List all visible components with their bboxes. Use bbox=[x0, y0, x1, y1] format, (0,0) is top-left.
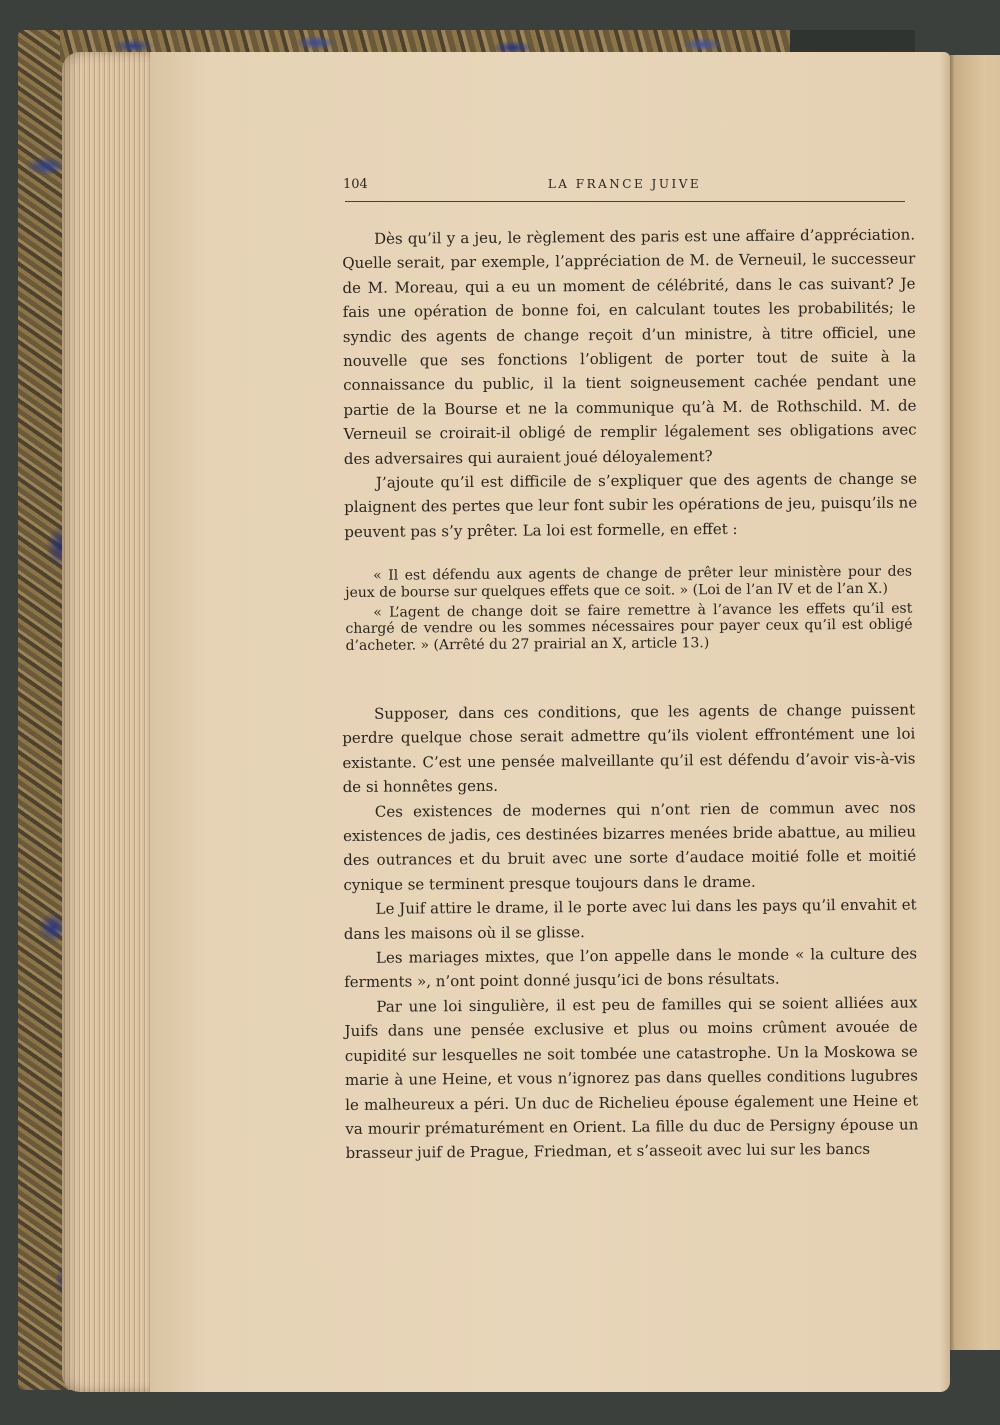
quotation: « Il est défendu aux agents de change de prêter leur ministère pour des jeux de bourse sur quelques effets que ce soit. » (Loi de l’an IV et de l’an X.) bbox=[345, 563, 913, 601]
text-block-bottom bbox=[342, 697, 919, 1165]
paragraph: Le Juif attire le drame, il le porte avec lui dans les pays qu’il envahit et dans les maisons où il se glisse. bbox=[343, 895, 917, 943]
text-block-top bbox=[342, 222, 917, 544]
header-rule bbox=[345, 201, 905, 202]
paragraph: Dès qu’il y a jeu, le règlement des paris est une affaire d’appréciation. Quelle serait, par exemple, l’appréciation de M. de Verneuil, le successeur de M. Moreau, qui a eu un moment de célébrité, dans le cas suivant? Je fais une opération de bonne foi, en calculant toutes les probabilités; le syndic des agents de change reçoit d’un ministre, à titre officiel, une nouvelle que ses fonctions l’obligent de porter tout de suite à la connaissance du public, il la tient soigneusement cachée pendant une partie de la Bourse et ne la communique qu’à M. de Rothschild. M. de Verneuil se croirait-il obligé de remplir légalement ses obligations avec des adversaires qui auraient joué déloyalement? bbox=[342, 225, 917, 468]
paragraph: Ces existences de modernes qui n’ont rien de commun avec nos existences de jadis, ces destinées bizarres menées bride abattue, au milieu des outrances et du bruit avec une sorte d’audace moitié folle et moitié cynique se terminent presque toujours dans le drame. bbox=[342, 798, 917, 894]
running-title: LA FRANCE JUIVE bbox=[547, 177, 702, 191]
paragraph: Par une loi singulière, il est peu de familles qui se soient alliées aux Juifs dans une pensée exclusive et plus ou moins crûment avouée de cupidité sur lesquelles ne soit tombée une catastrophe. Un la Moskowa se marie à une Heine, et vous n’ignorez pas dans quelles conditions lugubres le malheureux a péri. Un duc de Richelieu épouse également une Heine et va mourir prématurément en Orient. La fille du duc de Persigny épouse un brasseur juif de Prague, Friedman, et s’asseoit avec lui sur les bancs bbox=[344, 993, 919, 1163]
page-number: 104 bbox=[343, 177, 368, 192]
quotation: « L’agent de change doit se faire remettre à l’avance les effets qu’il est chargé de vendre ou les sommes nécessaires pour payer ceux qu’il est obligé d’acheter. » (Arrêté du 27 prairial an X, article 13.) bbox=[345, 600, 913, 655]
paragraph: Supposer, dans ces conditions, que les agents de change puissent perdre quelque chose serait admettre qu’ils violent effrontément une loi existante. C’est une pensée malveillante qu’il est défendu d’avoir vis-à-vis de si honnêtes gens. bbox=[342, 700, 916, 797]
legal-quotations bbox=[345, 564, 913, 655]
paragraph: Les mariages mixtes, que l’on appelle dans le monde « la culture des ferments », n’ont point donné jusqu’ici de bons résultats. bbox=[344, 944, 918, 992]
paragraph: J’ajoute qu’il est difficile de s’expliquer que des agents de change se plaignent des pertes que leur font subir les opérations de jeu, puisqu’ils ne peuvent pas s’y prêter. La loi est formelle, en effet : bbox=[344, 469, 918, 541]
page-header bbox=[343, 175, 906, 203]
facing-page-edge bbox=[945, 55, 1000, 1350]
